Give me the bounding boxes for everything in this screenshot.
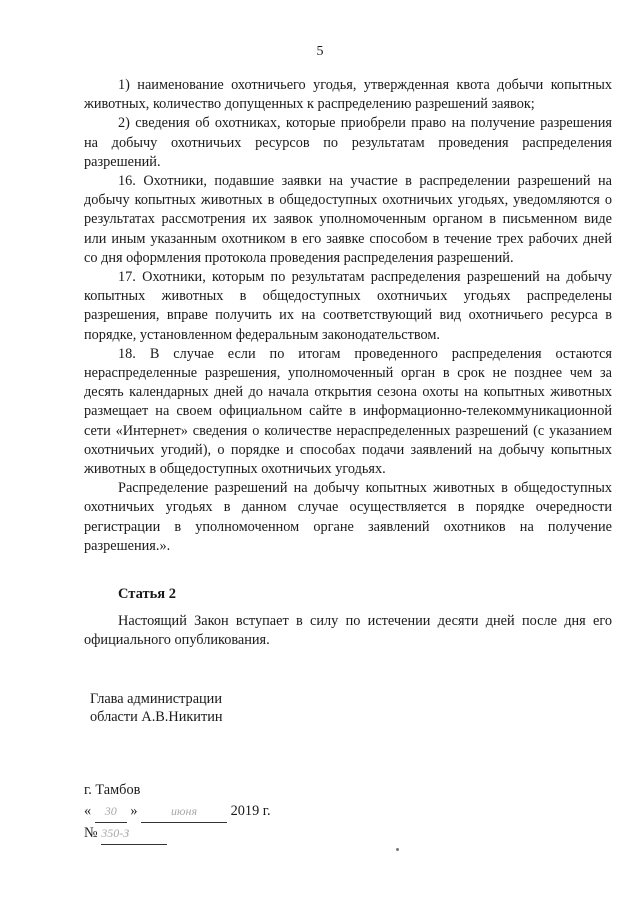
paragraph-17: 17. Охотники, которым по результатам распределения разрешений на добычу копытных животных в общедоступных охотничьих угодьях распределены разрешения, вправе получить их на соответствующий вид охотничьего ресурса в порядке, установленном федеральным законодательством. [84,269,612,343]
paragraph-16: 16. Охотники, подавшие заявки на участие в распределении разрешений на добычу копытных животных в общедоступных охотничьих угодьях, уведомляются о результатах рассмотрения их заявок уполномоченным органом в письменном виде или иным указанным охотником в его заявке способом в течение трех рабочих дней со дня оформления протокола проведения распределения разрешений. [84,173,612,266]
paragraph-item-2: 2) сведения об охотниках, которые приобрели право на получение разрешения на добычу охотничьих ресурсов по результатам проведения распределения разрешений. [84,115,612,170]
number-prefix: № [84,825,98,841]
document-footer [84,780,271,845]
paragraph-18-continuation: Распределение разрешений на добычу копытных животных в общедоступных охотничьих угодьях в данном случае осуществляется в порядке очередности регистрации в уполномоченном органе заявлений охотников на получение разрешения.». [84,480,612,554]
number-line [84,823,271,845]
signature-block [90,690,223,726]
quote-close: » [130,803,138,819]
signature-position: Глава администрации [90,691,222,707]
date-year: 2019 г. [230,803,271,819]
quote-open: « [84,803,92,819]
city-line: г. Тамбов [84,782,141,798]
date-day: 30 [95,801,127,823]
signature-name: области А.В.Никитин [90,709,223,725]
law-body-text [84,76,612,556]
article-text: Настоящий Закон вступает в силу по истечении десяти дней после дня его официального опубликования. [84,613,612,649]
document-number: 350-З [101,823,167,845]
paragraph-18: 18. В случае если по итогам проведенного распределения остаются нераспределенные разрешения, уполномоченный орган в срок не позднее чем за десять календарных дней до начала открытия сезона охоты на копытных животных размещает на своем официальном сайте в информационно-телекоммуникационной сети «Интернет» сведения о количестве нераспределенных разрешений (с указанием охотничьих угодий), о порядке и способах подачи заявлений на добычу копытных животных в общедоступных охотничьих угодьях. [84,345,612,478]
date-line [84,801,271,823]
scan-dot [396,848,399,851]
page-number: 5 [316,44,324,59]
article-title: Статья 2 [118,586,176,602]
date-month: июня [141,801,227,823]
paragraph-item-1: 1) наименование охотничьего угодья, утвержденная квота добычи копытных животных, количество допущенных к распределению разрешений заявок; [84,77,612,113]
